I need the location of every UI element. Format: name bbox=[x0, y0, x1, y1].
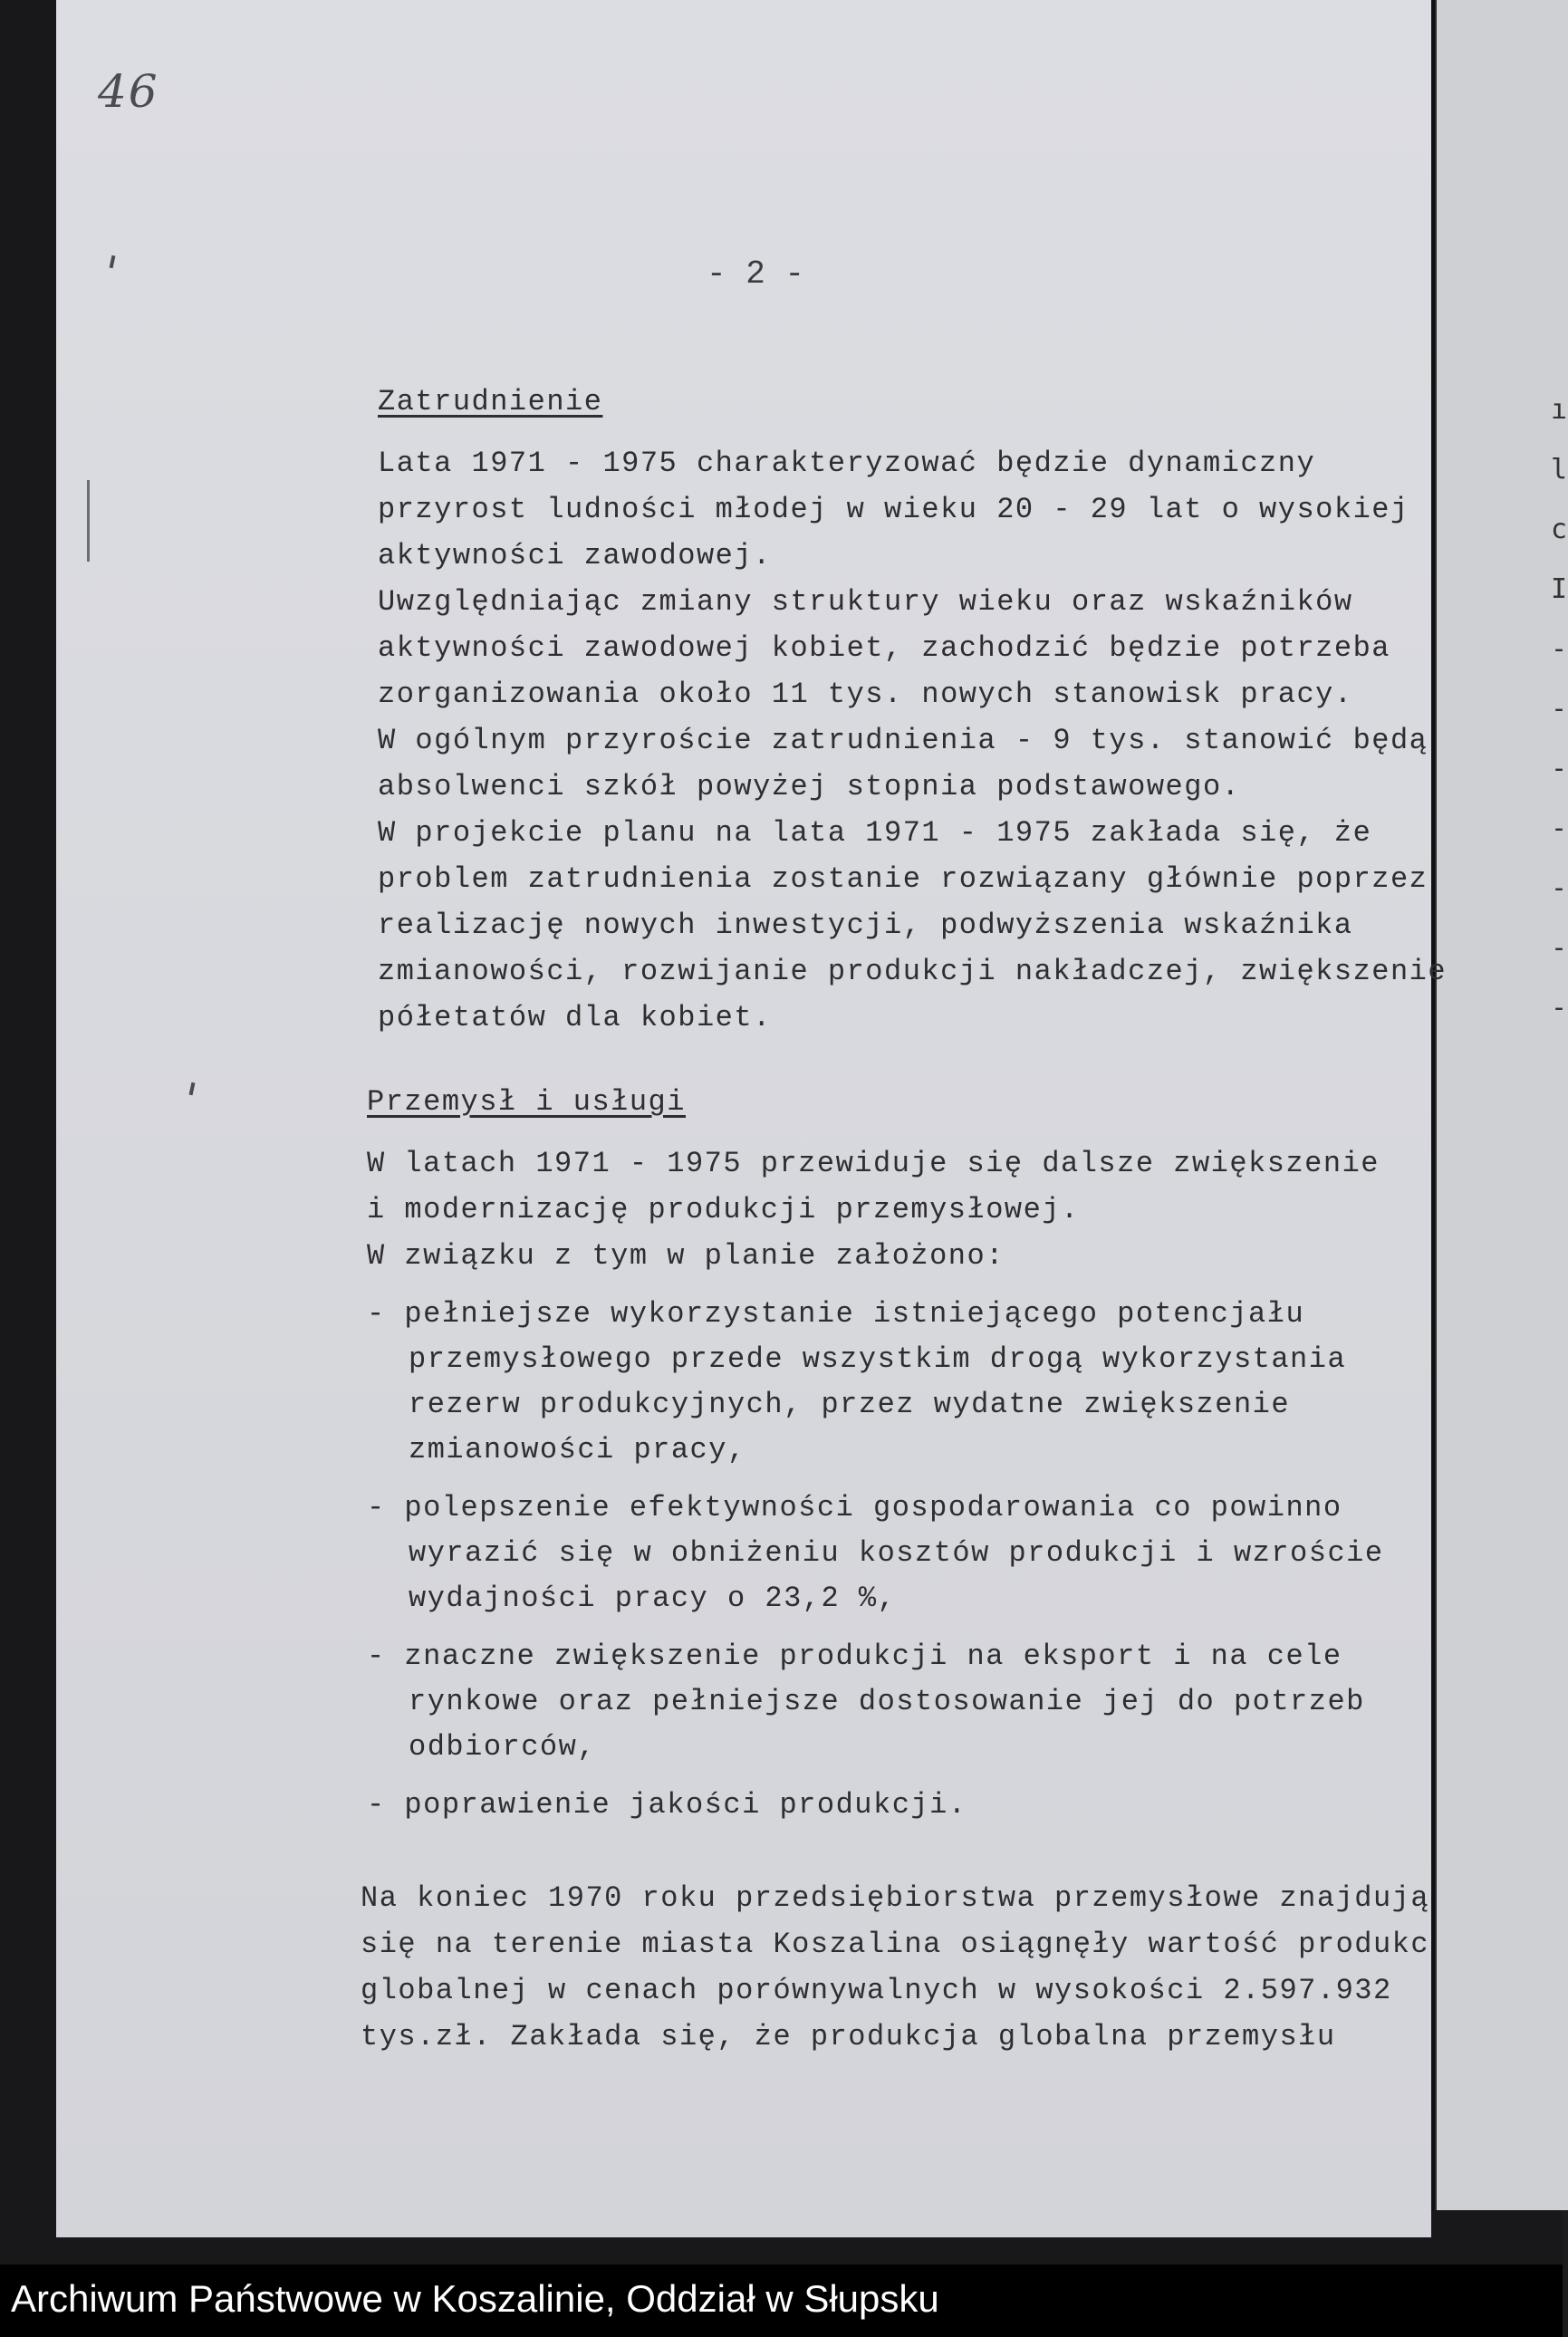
text-line: się na terenie miasta Koszalina osiągnęły wartość produkc bbox=[361, 1928, 1430, 1961]
list-item-line: zmianowości pracy, bbox=[409, 1433, 746, 1467]
section-employment bbox=[378, 385, 1447, 1041]
text-line: globalnej w cenach porównywalnych w wysokości 2.597.932 bbox=[361, 1974, 1392, 2007]
adjacent-page bbox=[1431, 0, 1568, 2210]
list-item-line: rezerw produkcyjnych, przez wydatne zwiększenie bbox=[409, 1388, 1291, 1421]
archive-name: Archiwum Państwowe w Koszalinie, Oddział w Słupsku bbox=[11, 2277, 939, 2320]
text-line: W latach 1971 - 1975 przewiduje się dalsze zwiększenie bbox=[367, 1147, 1380, 1180]
text-line: problem zatrudnienia zostanie rozwiązany głównie poprzez bbox=[378, 862, 1429, 896]
text-line: i modernizację produkcji przemysłowej. bbox=[367, 1193, 1080, 1226]
text-line: przyrost ludności młodej w wieku 20 - 29 lat o wysokiej bbox=[378, 493, 1409, 526]
handwritten-sheet-number: 46 bbox=[98, 65, 159, 118]
text-line: zorganizowania około 11 tys. nowych stanowisk pracy. bbox=[378, 678, 1353, 711]
list-item-line: rynkowe oraz pełniejsze dostosowanie jej do potrzeb bbox=[409, 1685, 1365, 1718]
text-line: Uwzględniając zmiany struktury wieku oraz wskaźników bbox=[378, 585, 1353, 619]
text-line: aktywności zawodowej. bbox=[378, 539, 772, 572]
list-item bbox=[367, 1486, 1384, 1621]
text-line: W projekcie planu na lata 1971 - 1975 zakłada się, że bbox=[378, 816, 1372, 850]
list-item bbox=[367, 1292, 1384, 1473]
list-item-lead: - polepszenie efektywności gospodarowania co powinno bbox=[367, 1491, 1342, 1524]
adjacent-page-margin-text: ı l c I - - - - - - - bbox=[1551, 394, 1568, 1024]
text-line: absolwenci szkół powyżej stopnia podstawowego. bbox=[378, 770, 1241, 803]
page-gutter bbox=[1431, 0, 1435, 2210]
text-line: W związku z tym w planie założono: bbox=[367, 1239, 1005, 1273]
text-line: tys.zł. Zakłada się, że produkcja globalna przemysłu bbox=[361, 2020, 1336, 2053]
list-item-line: wydajności pracy o 23,2 %, bbox=[409, 1582, 897, 1615]
list-item bbox=[367, 1634, 1384, 1770]
text-line: aktywności zawodowej kobiet, zachodzić będzie potrzeba bbox=[378, 631, 1390, 665]
section-heading-industry: Przemysł i usługi bbox=[367, 1085, 686, 1119]
text-line: Na koniec 1970 roku przedsiębiorstwa przemysłowe znajdują bbox=[361, 1881, 1430, 1915]
section-industry bbox=[367, 1085, 1384, 1828]
list-item-line: odbiorców, bbox=[409, 1730, 597, 1764]
list-item-lead: - poprawienie jakości produkcji. bbox=[367, 1788, 967, 1822]
list-item-line: przemysłowego przede wszystkim drogą wykorzystania bbox=[409, 1342, 1347, 1376]
page-number-header: - 2 - bbox=[707, 255, 805, 293]
list-item-lead: - pełniejsze wykorzystanie istniejącego potencjału bbox=[367, 1297, 1305, 1331]
section-closing bbox=[361, 1875, 1429, 2060]
list-item bbox=[367, 1783, 1384, 1828]
section-heading-employment: Zatrudnienie bbox=[378, 385, 603, 418]
text-line: półetatów dla kobiet. bbox=[378, 1001, 772, 1034]
list-item-lead: - znaczne zwiększenie produkcji na eksport i na cele bbox=[367, 1640, 1342, 1673]
text-line: W ogólnym przyroście zatrudnienia - 9 tys. stanowić będą bbox=[378, 724, 1429, 757]
text-line: realizację nowych inwestycji, podwyższenia wskaźnika bbox=[378, 909, 1353, 942]
margin-pencil-mark bbox=[87, 480, 90, 562]
text-line: zmianowości, rozwijanie produkcji nakładczej, zwiększenie bbox=[378, 955, 1448, 988]
list-item-line: wyrazić się w obniżeniu kosztów produkcji i wzroście bbox=[409, 1536, 1384, 1570]
archive-footer bbox=[0, 2265, 1563, 2337]
text-line: Lata 1971 - 1975 charakteryzować będzie dynamiczny bbox=[378, 447, 1316, 480]
